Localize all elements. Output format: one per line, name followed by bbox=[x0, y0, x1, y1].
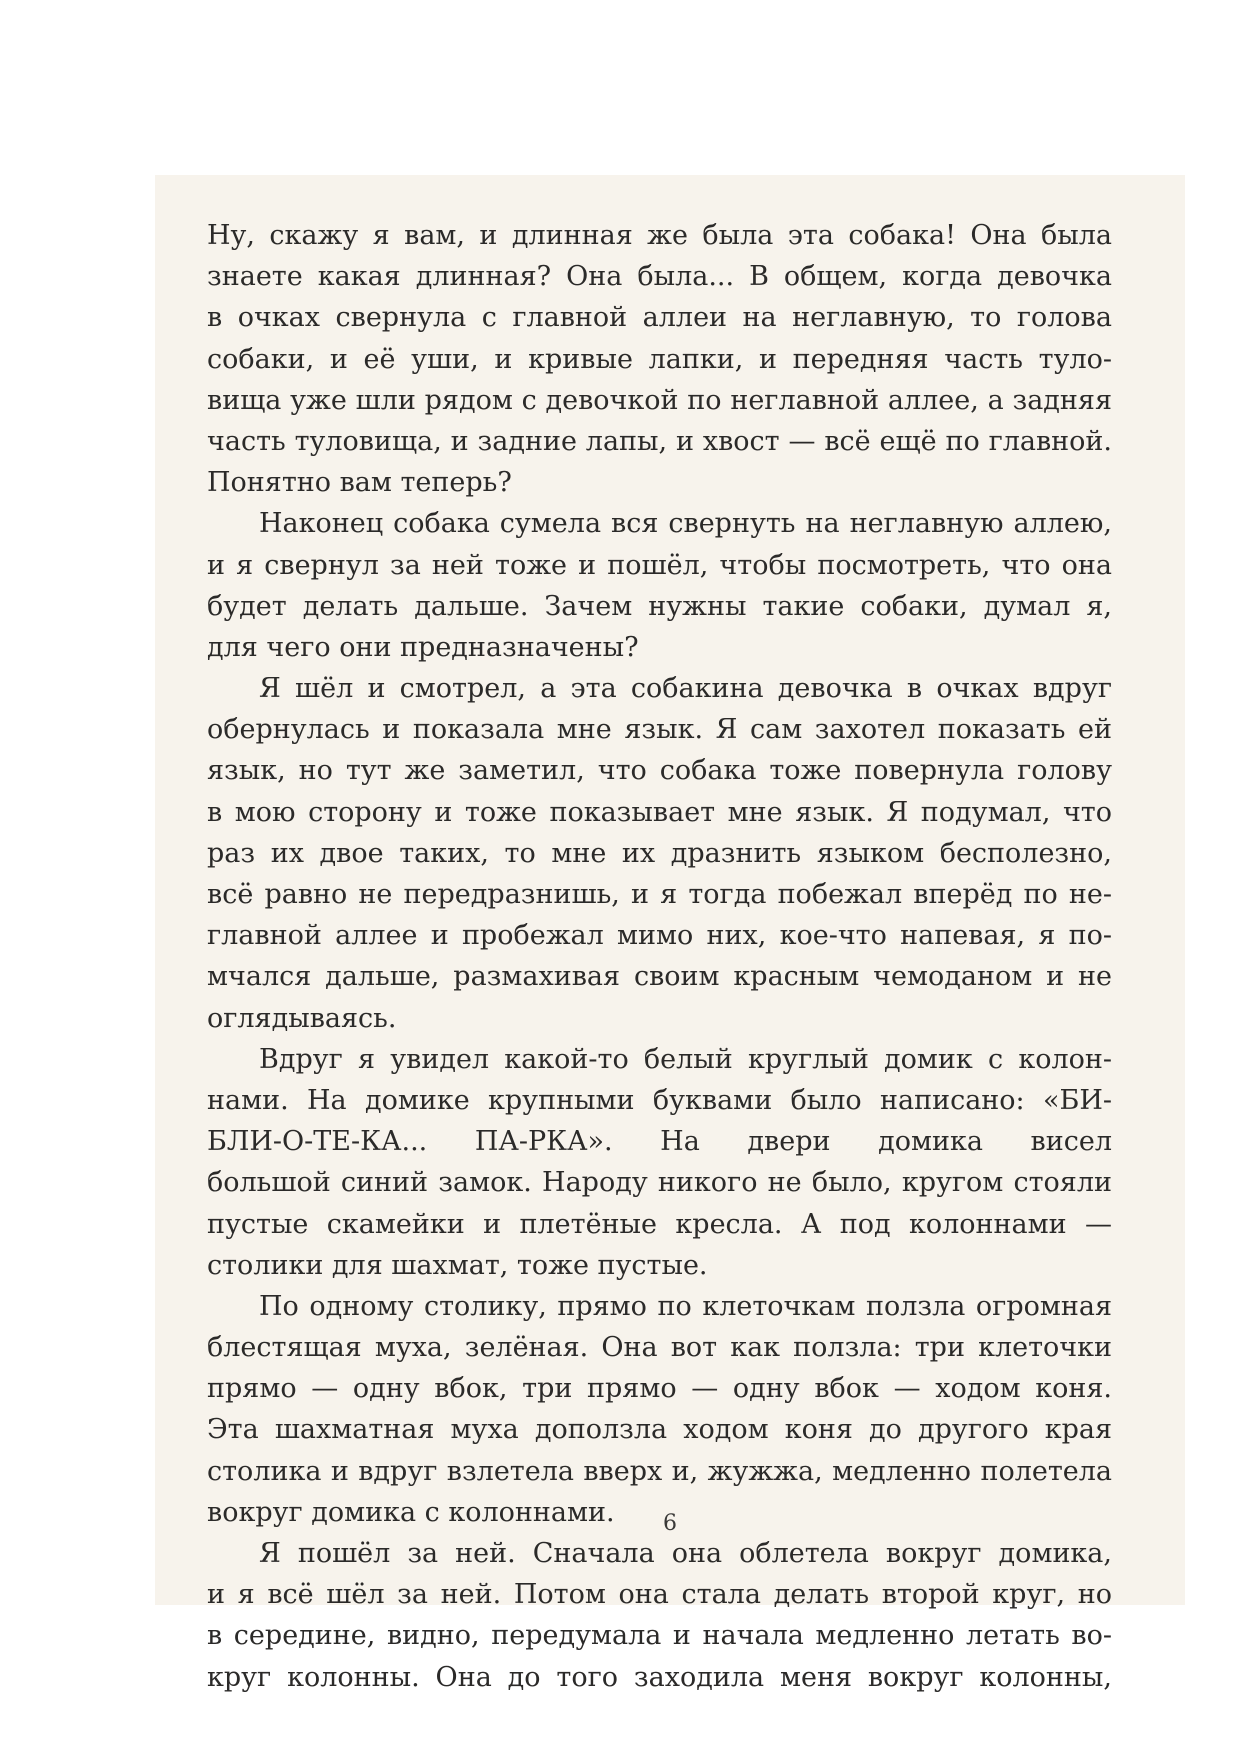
text-line: в мою сторону и тоже показывает мне язык. Я подумал, что bbox=[207, 796, 1112, 828]
text-line: Наконец собака сумела вся свернуть на неглавную аллею, bbox=[259, 508, 1112, 540]
text-line: для чего они предназначены? bbox=[207, 631, 639, 663]
text-line: в очках свернула с главной аллеи на неглавную, то голова bbox=[207, 302, 1112, 334]
text-line: Я пошёл за ней. Сначала она облетела вокруг домика, bbox=[259, 1538, 1112, 1569]
text-line: собаки, и её уши, и кривые лапки, и передняя часть туло- bbox=[207, 343, 1112, 375]
page-text bbox=[207, 215, 1112, 1698]
text-line: и я всё шёл за ней. Потом она стала делать второй круг, но bbox=[207, 1579, 1112, 1611]
text-line: в середине, видно, передумала и начала медленно летать во- bbox=[207, 1620, 1112, 1652]
text-line: круг колонны. Она до того заходила меня вокруг колонны, bbox=[207, 1661, 1112, 1693]
text-line: нами. На домике крупными буквами было написано: «БИ- bbox=[207, 1084, 1112, 1116]
text-line: Я шёл и смотрел, а эта собакина девочка в очках вдруг bbox=[259, 673, 1112, 705]
text-line: обернулась и показала мне язык. Я сам захотел показать ей bbox=[207, 714, 1112, 746]
text-line: раз их двое таких, то мне их дразнить языком бесполезно, bbox=[207, 837, 1112, 869]
text-line: будет делать дальше. Зачем нужны такие собаки, думал я, bbox=[207, 590, 1112, 622]
text-line: столики для шахмат, тоже пустые. bbox=[207, 1249, 708, 1281]
text-line: вокруг домика с колоннами. bbox=[207, 1496, 615, 1528]
text-line: часть туловища, и задние лапы, и хвост — всё ещё по главной. bbox=[207, 425, 1112, 457]
text-line: мчался дальше, размахивая своим красным чемоданом и не bbox=[207, 961, 1112, 993]
book-page bbox=[155, 175, 1185, 1693]
text-line: язык, но тут же заметил, что собака тоже повернула голову bbox=[207, 755, 1112, 787]
text-line: знаете какая длинная? Она была... В общем, когда девочка bbox=[207, 261, 1112, 293]
text-line: большой синий замок. Народу никого не было, кругом стояли bbox=[207, 1167, 1112, 1199]
text-line: БЛИ-О-ТЕ-КА... ПА-РКА». На двери домика висел bbox=[207, 1126, 1112, 1158]
text-line: По одному столику, прямо по клеточкам ползла огромная bbox=[259, 1290, 1112, 1322]
text-line: Понятно вам теперь? bbox=[207, 467, 512, 499]
text-line: Эта шахматная муха доползла ходом коня до другого края bbox=[207, 1414, 1112, 1446]
text-line: прямо — одну вбок, три прямо — одну вбок — ходом коня. bbox=[207, 1373, 1112, 1405]
text-line: и я свернул за ней тоже и пошёл, чтобы посмотреть, что она bbox=[207, 549, 1112, 581]
text-line: главной аллее и пробежал мимо них, кое-что напевая, я по- bbox=[207, 920, 1112, 952]
text-line: Вдруг я увидел какой-то белый круглый домик с колон- bbox=[259, 1043, 1112, 1075]
text-line: блестящая муха, зелёная. Она вот как ползла: три клеточки bbox=[207, 1332, 1112, 1364]
text-line: столика и вдруг взлетела вверх и, жужжа, медленно полетела bbox=[207, 1455, 1112, 1487]
text-line: всё равно не передразнишь, и я тогда побежал вперёд по не- bbox=[207, 879, 1112, 910]
text-line: вища уже шли рядом с девочкой по неглавной аллее, а задняя bbox=[207, 384, 1112, 416]
text-line: пустые скамейки и плетёные кресла. А под колоннами — bbox=[207, 1208, 1112, 1240]
text-line: Ну, скажу я вам, и длинная же была эта собака! Она была bbox=[207, 220, 1112, 251]
text-line: оглядываясь. bbox=[207, 1002, 397, 1034]
page-number: 6 bbox=[663, 1511, 677, 1536]
